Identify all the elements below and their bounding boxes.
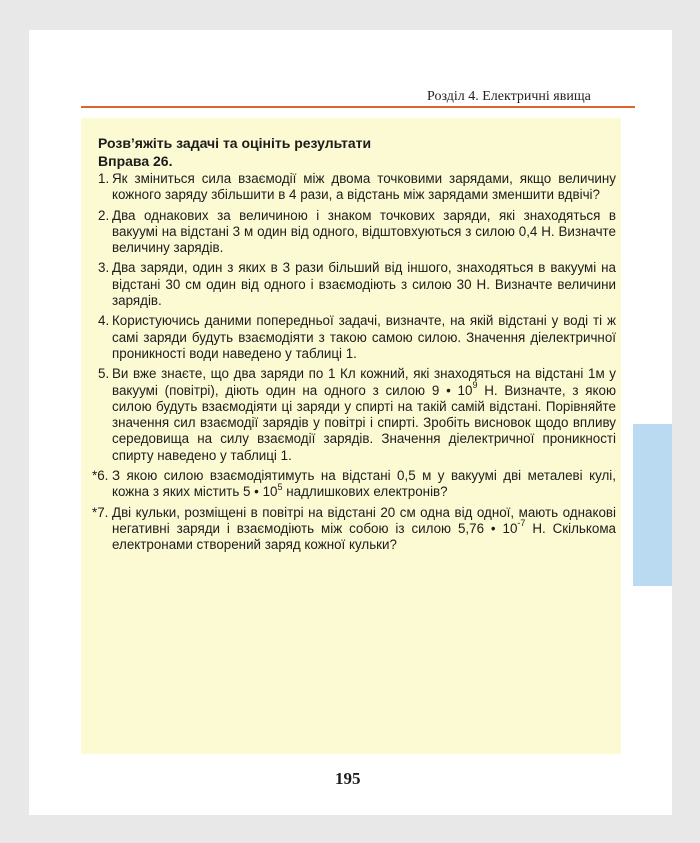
side-tab — [633, 424, 672, 586]
problem-text: Два однакових за величиною і знаком точкових заряди, які знаходяться в вакуумі на відстані 3 м один від одного, відштовхуються з силою 0,4 Н. Визначте величину зарядів. — [112, 207, 616, 256]
problem-text: Користуючись даними попередньої задачі, визначте, на якій відстані у воді ті ж самі заряди будуть взаємодіяти з такою самою силою. Значення діелектричної проникності води наведено у таблиці 1. — [112, 313, 616, 361]
problem-2 — [98, 208, 616, 257]
problem-5 — [98, 366, 616, 464]
exercise-text — [92, 134, 617, 558]
problem-number: 2. — [98, 207, 110, 223]
problem-number: 3. — [98, 260, 110, 276]
problem-number: *6. — [92, 468, 109, 484]
problem-4 — [98, 313, 616, 362]
problem-text: Як зміниться сила взаємодії між двома точковими зарядами, якщо величину кожного заряду збільшити в 4 рази, а відстань між зарядами зменшити вдвічі? — [112, 171, 616, 203]
chapter-header: Розділ 4. Електричні явища — [427, 89, 591, 104]
problem-3 — [98, 260, 616, 309]
header-rule — [81, 106, 635, 108]
problem-number: 1. — [98, 171, 110, 186]
problem-6 — [92, 468, 616, 501]
exponent: 9 — [472, 380, 478, 391]
problem-number: *7. — [92, 504, 109, 520]
problem-text: З якою силою взаємодіятимуть на відстані 0,5 м у вакуумі дві металеві кулі, кожна з яких містить 5 • $10^5$ надлишкових електронів? — [112, 468, 616, 500]
problem-text: Дві кульки, розміщені в повітрі на відстані 20 см одна від одної, мають однакові негативні заряди і взаємодіють між собою із силою 5,76 • $10^{-7}$ Н. Скількома електронами створений заряд кожної кульки? — [112, 504, 617, 553]
problem-text: Ви вже знаєте, що два заряди по 1 Кл кожний, які знаходяться на відстані 1м у вакуумі (повітрі), діють один на одного з силою 9 • $10^9$ Н. Визначте, з якою силою будуть взаємодіяти ці заряди у спирті на такій самій відстані. Порівняйте значення сил взаємодії зарядів у повітрі і спирті. Зробіть висновок щодо впливу середовища на силу взаємодії зарядів. Значення діелектричної проникності спирту наведено у таблиці 1. — [112, 366, 617, 463]
problem-text: Два заряди, один з яких в 3 рази більший від іншого, знаходяться в вакуумі на відстані 30 см один від одного і взаємодіють з силою 30 Н. Визначте величини зарядів. — [112, 260, 616, 309]
problem-1 — [98, 171, 616, 204]
page-number: 195 — [335, 769, 361, 788]
exponent: -7 — [517, 518, 526, 529]
section-title: Розв’яжіть задачі та оцініть результати — [98, 135, 372, 151]
problem-7 — [92, 504, 617, 554]
exponent: 5 — [277, 481, 283, 492]
problem-number: 5. — [98, 366, 110, 382]
problem-number: 4. — [98, 313, 110, 329]
exercise-title: Вправа 26. — [98, 153, 173, 169]
